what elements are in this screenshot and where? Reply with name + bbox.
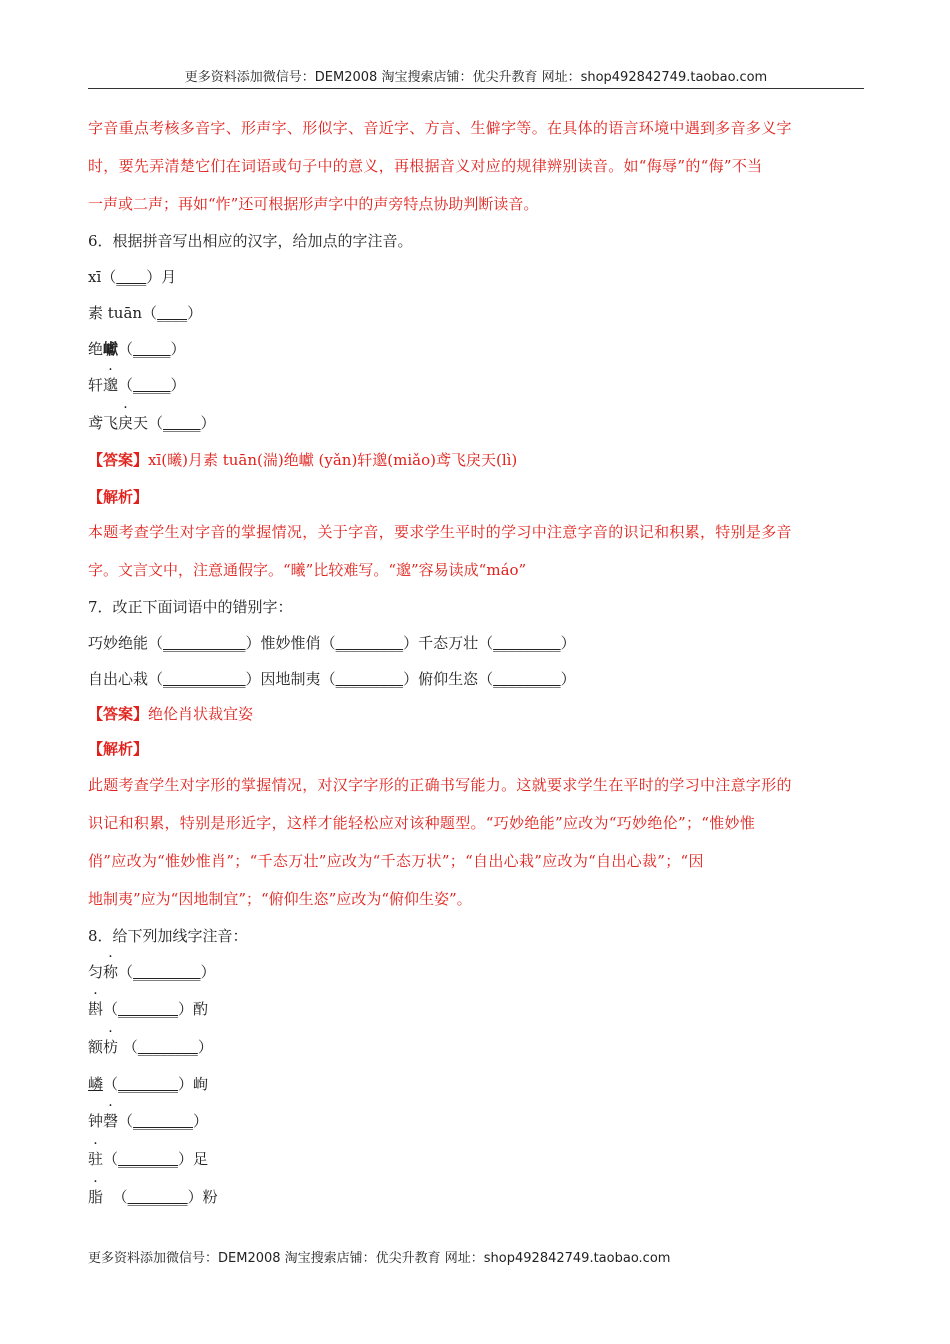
answer-blank[interactable]: ________ <box>133 1112 194 1130</box>
q7-row-1: 巧妙绝能（___________）惟妙惟俏（_________）千态万壮（_________） <box>88 634 576 652</box>
answer-blank[interactable]: ________ <box>137 1038 198 1056</box>
q8-item-7: 脂 （________）粉 <box>88 1188 218 1206</box>
page-header: 更多资料添加微信号：DEM2008 淘宝搜索店铺：优尖升教育 网址：shop492842749.taobao.com <box>184 70 768 85</box>
q8-item-5: 钟磬（________） <box>88 1112 209 1130</box>
analysis-line: 此题考查学生对字形的掌握情况，对汉字字形的正确书写能力。这就要求学生在平时的学习中注意字形的 <box>88 776 792 794</box>
answer-blank[interactable]: ___________ <box>163 670 246 688</box>
q8-item-2: 斟（________）酌 <box>88 1000 209 1018</box>
answer-label: 【答案】 <box>88 705 149 723</box>
dotted-char: 斟 <box>88 1000 104 1018</box>
q7-row-2: 自出心栽（___________）因地制夷（_________）俯仰生恣（_________） <box>88 670 576 688</box>
q6-answer <box>88 450 517 470</box>
answer-blank[interactable]: _________ <box>335 670 404 688</box>
analysis-line: 字。文言文中，注意通假字。“曦”比较难写。“邈”容易读成“máo” <box>88 561 527 579</box>
dotted-char: 邈 <box>103 376 119 394</box>
intro-paragraph <box>88 118 860 232</box>
q8-item-3: 额枋 （________） <box>88 1038 213 1056</box>
analysis-line: 本题考查学生对字音的掌握情况，关于字音，要求学生平时的学习中注意字音的识记和积累，特别是多音 <box>88 523 792 541</box>
q8-title: 8．给下列加线字注音： <box>88 927 248 945</box>
q7-analysis-label: 【解析】 <box>88 740 149 758</box>
answer-blank[interactable]: ____ <box>116 268 147 286</box>
answer-blank[interactable]: ________ <box>118 1075 179 1093</box>
analysis-line: 地制夷”应为“因地制宜”；“俯仰生恣”应改为“俯仰生姿”。 <box>88 890 472 908</box>
dotted-char: 磬 <box>103 1112 119 1130</box>
q8-item-1: 匀称（_________） <box>88 963 216 981</box>
answer-blank[interactable]: _________ <box>133 963 201 981</box>
header-divider <box>88 88 864 89</box>
dotted-char: 脂 <box>88 1188 104 1206</box>
q7-answer <box>88 704 253 724</box>
analysis-line: 识记和积累，特别是形近字，这样才能轻松应对该种题型。“巧妙绝能”应改为“巧妙绝伦”；“惟妙惟 <box>88 814 756 832</box>
dotted-char: 枋 <box>103 1038 119 1056</box>
q6-item-5: 鸢飞戾天（_____） <box>88 414 216 432</box>
intro-line: 时，要先弄清楚它们在词语或句子中的意义，再根据音义对应的规律辨别读音。如“侮辱”的“侮”不当 <box>88 157 763 175</box>
analysis-line: 俏”应改为“惟妙惟肖”；“千态万壮”应改为“千态万状”；“自出心栽”应改为“自出心裁”；“因 <box>88 852 704 870</box>
answer-blank[interactable]: _____ <box>133 340 171 358</box>
dotted-char: 戾 <box>118 414 134 432</box>
answer-label: 【答案】 <box>88 451 149 469</box>
dotted-char: 巘 <box>103 340 119 358</box>
answer-blank[interactable]: _________ <box>335 634 404 652</box>
intro-line: 字音重点考核多音字、形声字、形似字、音近字、方言、生僻字等。在具体的语言环境中遇到多音多义字 <box>88 119 792 137</box>
dotted-char: 驻 <box>88 1150 104 1168</box>
answer-blank[interactable]: _________ <box>493 670 561 688</box>
answer-blank[interactable]: _____ <box>163 414 201 432</box>
q6-item-1: xī（____）月 <box>88 268 177 286</box>
answer-blank[interactable]: ________ <box>118 1150 179 1168</box>
underlined-char: 嶙 <box>88 1075 104 1093</box>
answer-blank[interactable]: ____ <box>157 304 188 322</box>
q6-item-2: 素 tuān（____） <box>88 304 203 322</box>
answer-blank[interactable]: _____ <box>133 376 171 394</box>
answer-blank[interactable]: _________ <box>493 634 561 652</box>
answer-blank[interactable]: ________ <box>118 1000 179 1018</box>
answer-text: xī(曦)月素 tuān(湍)绝巘 (yǎn)轩邈(miǎo)鸢飞戾天(lì) <box>148 451 518 469</box>
q7-analysis <box>88 775 860 927</box>
q8-item-4: 嶙（________）峋 <box>88 1075 209 1093</box>
q8-item-6: 驻（________）足 <box>88 1150 209 1168</box>
dotted-char: 称 <box>103 963 119 981</box>
q6-item-3: 绝巘（_____） <box>88 340 186 358</box>
page-footer: 更多资料添加微信号：DEM2008 淘宝搜索店铺：优尖升教育 网址：shop492842749.taobao.com <box>88 1251 671 1266</box>
intro-line: 一声或二声；再如“怍”还可根据形声字中的声旁特点协助判断读音。 <box>88 195 539 213</box>
q6-item-4: 轩邈（_____） <box>88 376 186 394</box>
answer-blank[interactable]: ___________ <box>163 634 246 652</box>
answer-blank[interactable]: ________ <box>127 1188 188 1206</box>
q6-title: 6．根据拼音写出相应的汉字，给加点的字注音。 <box>88 232 413 250</box>
q7-title: 7．改正下面词语中的错别字： <box>88 598 293 616</box>
q6-analysis-label: 【解析】 <box>88 488 149 506</box>
q6-analysis <box>88 522 860 598</box>
answer-text: 绝伦肖状裁宜姿 <box>148 705 254 723</box>
